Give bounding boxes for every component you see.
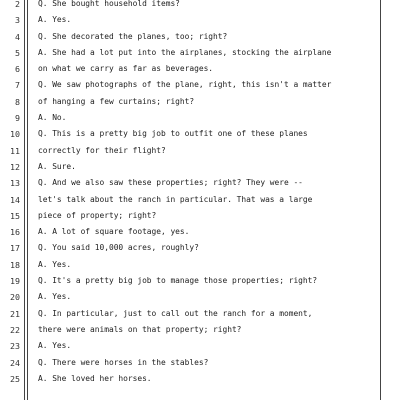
- line-text: A. Yes.: [38, 341, 72, 351]
- line-number: 3: [15, 15, 20, 26]
- transcript-line: [0, 338, 400, 354]
- line-text: A. No.: [38, 113, 67, 123]
- line-number: 20: [10, 292, 20, 303]
- line-number: 6: [15, 64, 20, 75]
- line-number: 16: [10, 227, 20, 238]
- line-text: piece of property; right?: [38, 210, 157, 220]
- transcript-line: [0, 306, 400, 322]
- line-text: A. Yes.: [38, 292, 72, 302]
- line-number: 23: [10, 341, 20, 352]
- transcript-line: [0, 159, 400, 175]
- line-text: of hanging a few curtains; right?: [38, 96, 195, 106]
- line-text: A. A lot of square footage, yes.: [38, 227, 190, 237]
- line-number: 22: [10, 324, 20, 335]
- line-number: 24: [10, 357, 20, 368]
- transcript-line: [0, 322, 400, 338]
- line-text: A. Sure.: [38, 161, 76, 171]
- transcript-line: [0, 77, 400, 93]
- transcript-line: [0, 257, 400, 273]
- line-number: 19: [10, 276, 20, 287]
- transcript-line: [0, 192, 400, 208]
- line-number: 14: [10, 194, 20, 205]
- line-number: 9: [15, 113, 20, 124]
- line-number: 18: [10, 259, 20, 270]
- line-number: 15: [10, 210, 20, 221]
- line-text: Q. This is a pretty big job to outfit one of these planes: [38, 129, 308, 139]
- line-number: 12: [10, 161, 20, 172]
- line-number: 7: [15, 80, 20, 91]
- line-text: Q. You said 10,000 acres, roughly?: [38, 243, 199, 253]
- line-number: 21: [10, 308, 20, 319]
- transcript-line: [0, 94, 400, 110]
- line-text: Q. And we also saw these properties; right? They were --: [38, 178, 303, 188]
- transcript-line: [0, 12, 400, 28]
- transcript-line: [0, 126, 400, 142]
- transcript-line: [0, 175, 400, 191]
- line-number: 4: [15, 31, 20, 42]
- transcript-line: [0, 143, 400, 159]
- line-text: A. She loved her horses.: [38, 373, 152, 383]
- transcript-line: [0, 110, 400, 126]
- line-text: Q. In particular, just to call out the ranch for a moment,: [38, 308, 313, 318]
- line-text: Q. She decorated the planes, too; right?: [38, 31, 228, 41]
- line-text: A. She had a lot put into the airplanes, stocking the airplane: [38, 47, 332, 57]
- line-text: on what we carry as far as beverages.: [38, 64, 214, 74]
- transcript-line: [0, 0, 400, 12]
- line-text: A. Yes.: [38, 15, 72, 25]
- transcript-line: [0, 355, 400, 371]
- line-text: let's talk about the ranch in particular. That was a large: [38, 194, 313, 204]
- transcript-line: [0, 29, 400, 45]
- line-text: there were animals on that property; right?: [38, 324, 242, 334]
- line-text: Q. There were horses in the stables?: [38, 357, 209, 367]
- line-number: 17: [10, 243, 20, 254]
- line-text: correctly for their flight?: [38, 145, 166, 155]
- transcript-line: [0, 371, 400, 387]
- line-number: 5: [15, 47, 20, 58]
- line-number: 13: [10, 178, 20, 189]
- line-number: 11: [10, 145, 20, 156]
- line-text: A. Yes.: [38, 259, 72, 269]
- transcript-line: [0, 224, 400, 240]
- transcript-line: [0, 240, 400, 256]
- line-number: 10: [10, 129, 20, 140]
- line-text: Q. She bought household items?: [38, 0, 180, 8]
- transcript-line: [0, 273, 400, 289]
- transcript-line: [0, 289, 400, 305]
- transcript-line: [0, 208, 400, 224]
- line-text: Q. We saw photographs of the plane, right, this isn't a matter: [38, 80, 332, 90]
- line-text: Q. It's a pretty big job to manage those properties; right?: [38, 276, 318, 286]
- line-number: 8: [15, 96, 20, 107]
- line-number: 2: [15, 0, 20, 9]
- transcript-line: [0, 45, 400, 61]
- line-number: 25: [10, 373, 20, 384]
- transcript-line: [0, 61, 400, 77]
